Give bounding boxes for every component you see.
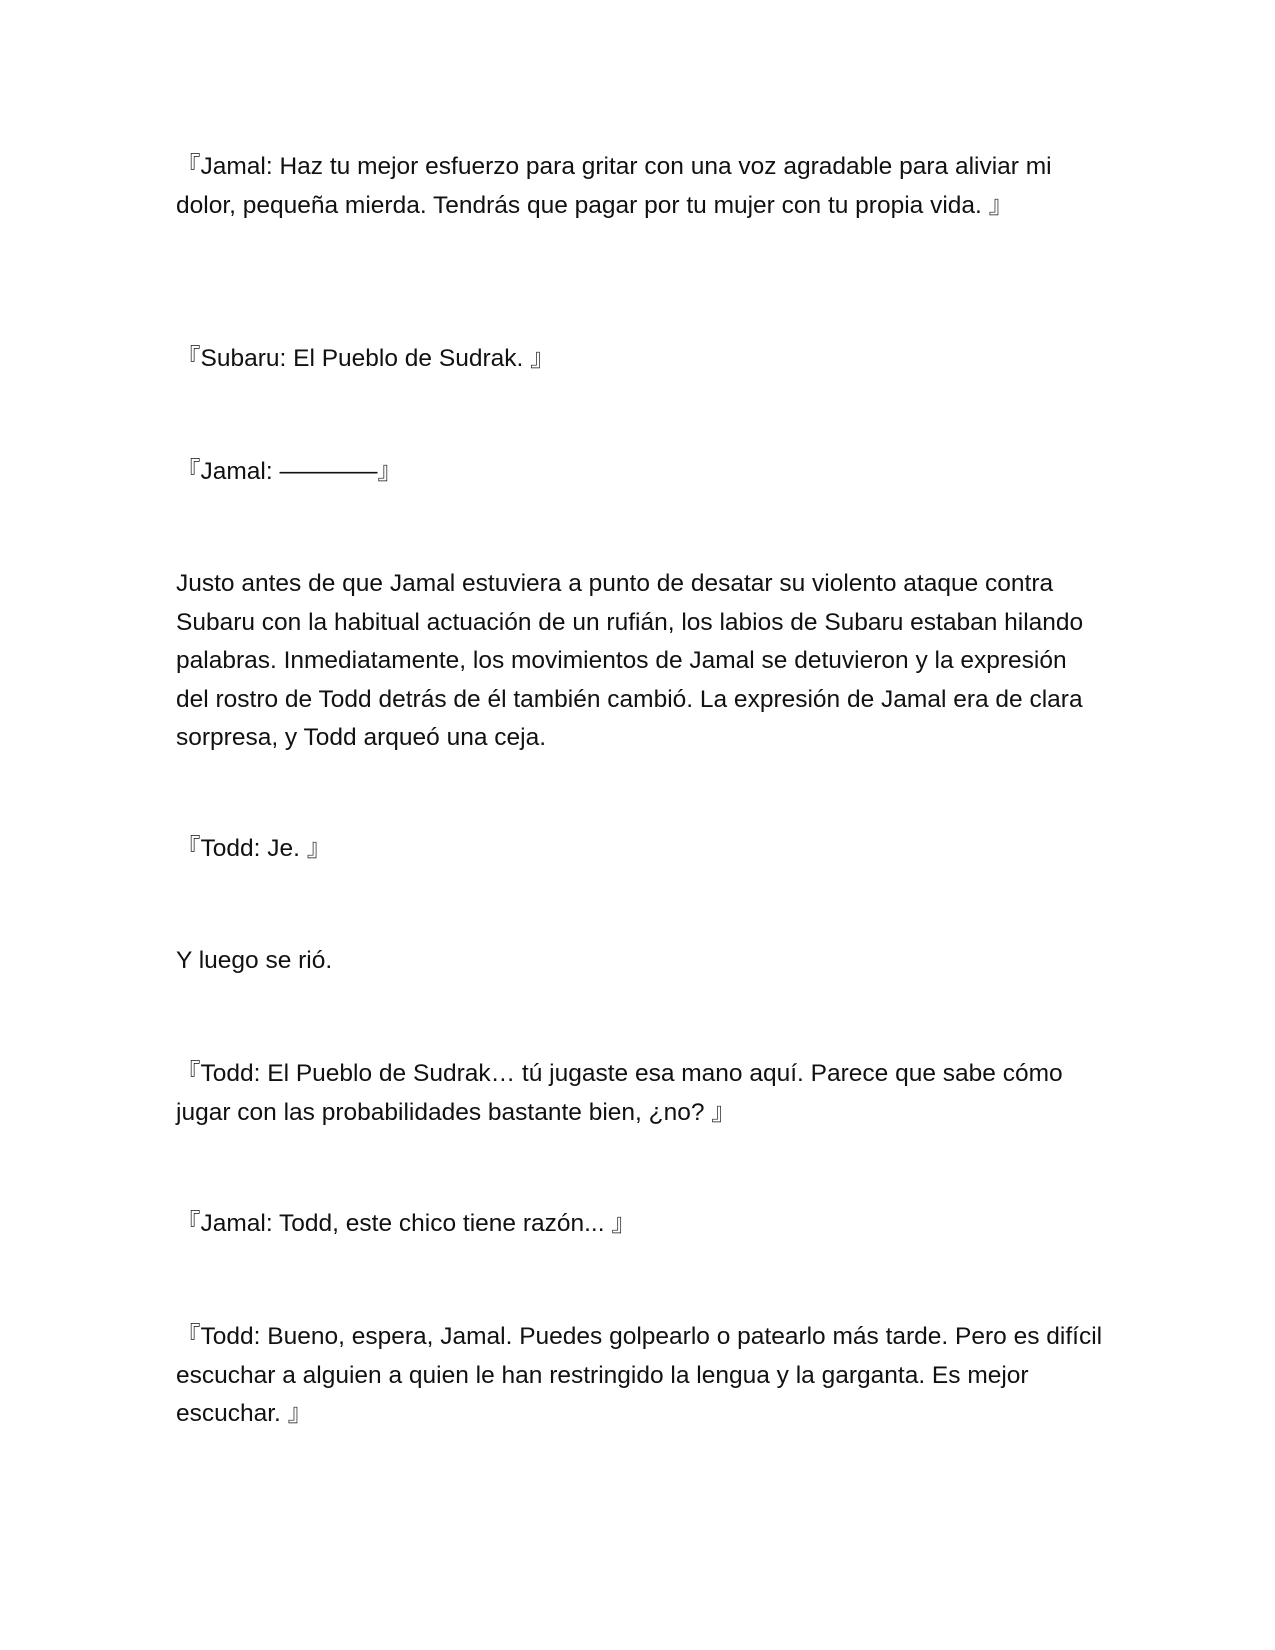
dialogue-paragraph: 『Subaru: El Pueblo de Sudrak. 』	[176, 345, 555, 372]
narration-paragraph: Justo antes de que Jamal estuviera a punto de desatar su violento ataque contra Subaru con la habitual actuación de un rufián, los labios de Subaru estaban hilando palabras. Inmediatamente, los movimientos de Jamal se detuvieron y la expresión del rostro de Todd detrás de él también cambió. La expresión de Jamal era de clara sorpresa, y Todd arqueó una ceja.	[176, 570, 1084, 751]
dialogue-paragraph: 『Jamal: Haz tu mejor esfuerzo para gritar con una voz agradable para aliviar mi dolor, pequeña mierda. Tendrás que pagar por tu mujer con tu propia vida. 』	[176, 153, 1052, 219]
dialogue-paragraph: 『Jamal: ————』	[176, 458, 402, 485]
dialogue-paragraph: 『Todd: El Pueblo de Sudrak… tú jugaste esa mano aquí. Parece que sabe cómo jugar con las probabilidades bastante bien, ¿no? 』	[176, 1060, 1063, 1126]
dialogue-paragraph: 『Todd: Je. 』	[176, 835, 332, 862]
dialogue-paragraph: 『Jamal: Todd, este chico tiene razón... 』	[176, 1210, 636, 1237]
dialogue-paragraph: 『Todd: Bueno, espera, Jamal. Puedes golpearlo o patearlo más tarde. Pero es difícil escuchar a alguien a quien le han restringido la lengua y la garganta. Es mejor escuchar. 』	[176, 1323, 1103, 1427]
narration-paragraph: Y luego se rió.	[176, 947, 333, 974]
